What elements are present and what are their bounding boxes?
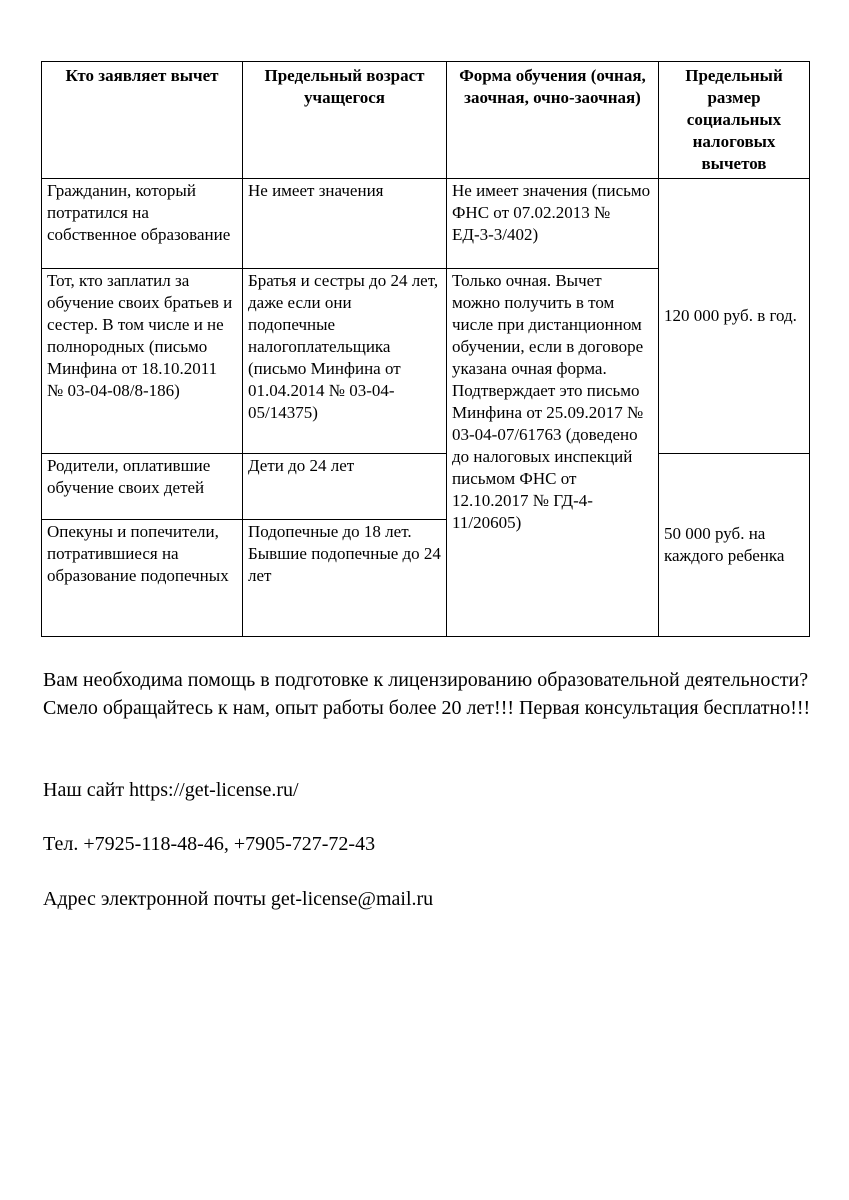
header-who: Кто заявляет вычет — [42, 62, 243, 179]
cell-age: Не имеет значения — [243, 179, 447, 269]
header-study-form: Форма обучения (очная, заочная, очно-заочная) — [447, 62, 659, 179]
cell-limit-50000: 50 000 руб. на каждого ребенка — [659, 454, 810, 637]
cell-who: Родители, оплатившие обучение своих детей — [42, 454, 243, 520]
cell-who: Опекуны и попечители, потратившиеся на образование подопечных — [42, 520, 243, 637]
table-row — [42, 454, 810, 520]
email-line: Адрес электронной почты get-license@mail.ru — [43, 888, 434, 910]
cell-who: Гражданин, который потратился на собственное образование — [42, 179, 243, 269]
cell-age: Дети до 24 лет — [243, 454, 447, 520]
help-offer-text: Вам необходима помощь в подготовке к лицензированию образовательной деятельности? Смело обращайтесь к нам, опыт работы более 20 лет!!! Первая консультация бесплатно!!! — [43, 669, 811, 719]
cell-age: Братья и сестры до 24 лет, даже если они подопечные налогоплательщика (письмо Минфина от 01.04.2014 № 03-04-05/14375) — [243, 269, 447, 454]
phone-line: Тел. +7925-118-48-46, +7905-727-72-43 — [43, 833, 376, 855]
cell-form: Только очная. Вычет можно получить в том числе при дистанционном обучении, если в договоре указана очная форма. Подтверждает это письмо Минфина от 25.09.2017 № 03-04-07/61763 (доведено до налоговых инспекций письмом ФНС от 12.10.2017 № ГД-4-11/20605) — [447, 269, 659, 637]
header-deduction-limit: Предельный размер социальных налоговых вычетов — [659, 62, 810, 179]
table-row — [42, 179, 810, 269]
header-age-limit: Предельный возраст учащегося — [243, 62, 447, 179]
cell-who: Тот, кто заплатил за обучение своих братьев и сестер. В том числе и не полнородных (письмо Минфина от 18.10.2011 № 03-04-08/8-186) — [42, 269, 243, 454]
tax-deduction-table — [41, 61, 810, 637]
cell-limit-120000: 120 000 руб. в год. — [659, 179, 810, 454]
cell-age: Подопечные до 18 лет. Бывшие подопечные до 24 лет — [243, 520, 447, 637]
website-line: Наш сайт https://get-license.ru/ — [43, 779, 299, 801]
cell-form: Не имеет значения (письмо ФНС от 07.02.2013 № ЕД-3-3/402) — [447, 179, 659, 269]
table-header-row — [42, 62, 810, 179]
